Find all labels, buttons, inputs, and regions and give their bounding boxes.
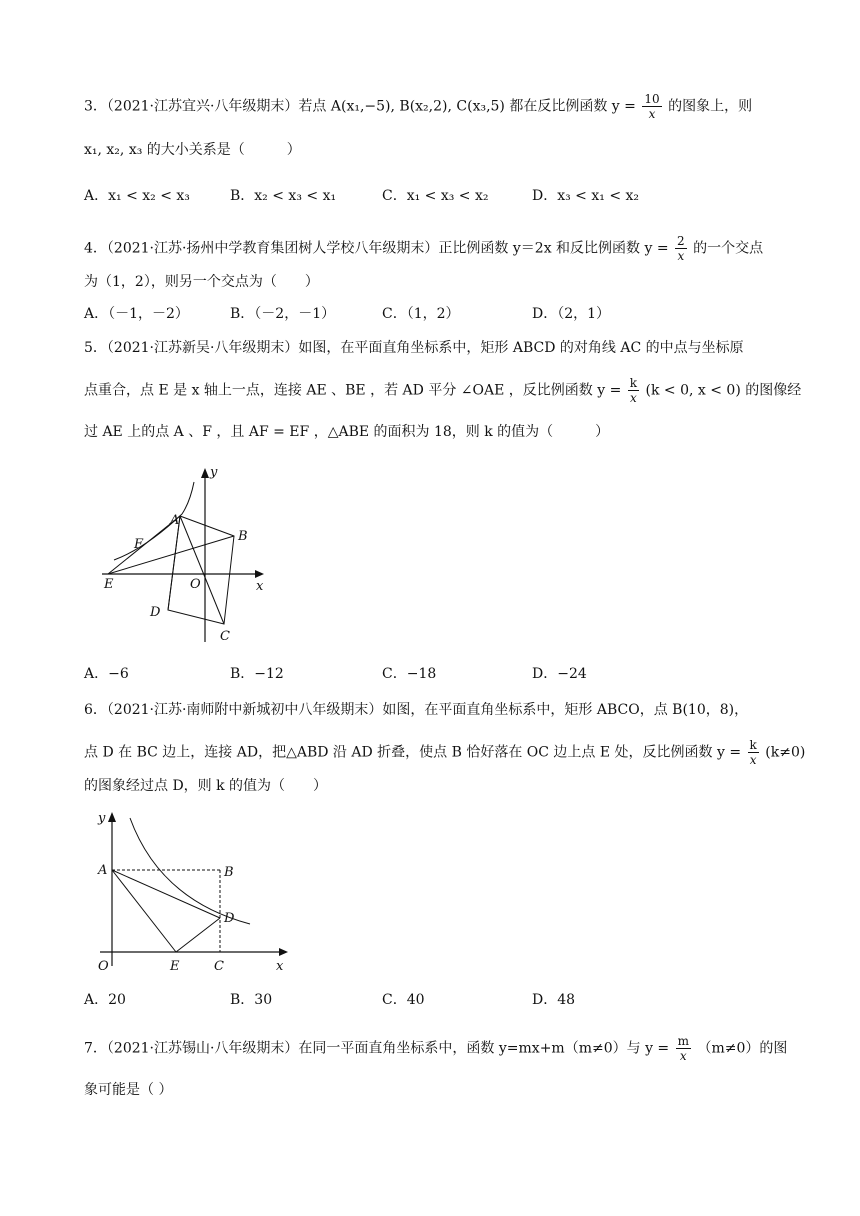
- q4-option-a[interactable]: A．（－1，－2）: [84, 306, 189, 322]
- q5-option-b[interactable]: B．−12: [230, 666, 284, 682]
- q5-segment-ac: [180, 516, 224, 624]
- q5-label-d: D: [150, 605, 161, 620]
- q5-options: [84, 664, 784, 684]
- q5-y-arrow: [201, 468, 209, 478]
- q6-x-arrow: [279, 948, 288, 956]
- q3-option-c[interactable]: C．x₁ < x₃ < x₂: [382, 188, 489, 204]
- q6-option-b[interactable]: B．30: [230, 992, 273, 1008]
- q6-label-x: x: [276, 959, 284, 974]
- q4-options: [84, 304, 784, 324]
- q6-option-d[interactable]: D．48: [532, 992, 576, 1008]
- q6-y-arrow: [108, 812, 116, 822]
- q6-label-d: D: [224, 911, 235, 926]
- q3-stem-line2: x₁, x₂, x₃ 的大小关系是（ ）: [84, 142, 301, 158]
- q5-stem-line1: 5．（2021·江苏新吴·八年级期末）如图，在平面直角坐标系中，矩形 ABCD 的对角线 AC 的中点与坐标原: [84, 340, 744, 356]
- q4-option-b[interactable]: B．（－2，－1）: [230, 306, 336, 322]
- q5-option-a[interactable]: A．−6: [84, 666, 129, 682]
- q7-stem-line2: 象可能是（ ）: [84, 1082, 173, 1098]
- q6-label-c: C: [214, 959, 224, 974]
- q5-label-a: A: [170, 513, 180, 528]
- q6-stem-line2: 点 D 在 BC 边上，连接 AD，把△ABD 沿 AD 折叠，使点 B 恰好落在 OC 边上点 E 处，反比例函数 y = $\frac{k}{x}$ (k≠0): [84, 738, 806, 767]
- q6-label-a: A: [98, 863, 108, 878]
- q6-option-c[interactable]: C．40: [382, 992, 425, 1008]
- q5-label-f: F: [134, 537, 144, 552]
- q5-segment-be: [108, 536, 234, 574]
- q4-option-c[interactable]: C．（1，2）: [382, 306, 460, 322]
- q6-label-b: B: [224, 865, 234, 880]
- q7-fraction: $\frac{m}{x}$: [677, 1034, 689, 1063]
- q3-option-a[interactable]: A．x₁ < x₂ < x₃: [84, 188, 190, 204]
- q5-option-c[interactable]: C．−18: [382, 666, 437, 682]
- q5-label-y: y: [210, 465, 218, 480]
- q6-fraction: $\frac{k}{x}$: [749, 738, 757, 767]
- q5-figure: [98, 462, 278, 646]
- q6-options: [84, 990, 784, 1010]
- q5-stem-line3: 过 AE 上的点 A 、F ，且 AF = EF ，△ABE 的面积为 18，则 k 的值为（ ）: [84, 424, 610, 440]
- q6-figure: [90, 806, 300, 982]
- q6-segment-ae: [112, 870, 176, 952]
- q7-stem-line1: 7．（2021·江苏锡山·八年级期末）在同一平面直角坐标系中，函数 y=mx+m（m≠0）与 y = $\frac{m}{x}$ （m≠0）的图: [84, 1034, 788, 1063]
- q6-stem-line3: 的图象经过点 D，则 k 的值为（ ）: [84, 778, 328, 794]
- q6-segment-ed: [176, 918, 220, 952]
- q6-label-e: E: [170, 959, 180, 974]
- q3-option-d[interactable]: D．x₃ < x₁ < x₂: [532, 188, 640, 204]
- q6-stem-line1: 6．（2021·江苏·南师附中新城初中八年级期末）如图，在平面直角坐标系中，矩形 ABCO，点 B(10，8)，: [84, 702, 749, 718]
- q5-label-c: C: [220, 629, 230, 644]
- q4-option-d[interactable]: D．（2，1）: [532, 306, 611, 322]
- q5-option-d[interactable]: D．−24: [532, 666, 587, 682]
- q5-stem-line2: 点重合，点 E 是 x 轴上一点，连接 AE 、BE ，若 AD 平分 ∠OAE ，反比例函数 y = $\frac{k}{x}$ (k < 0, x < 0) 的图像经: [84, 376, 802, 405]
- q5-fraction: $\frac{k}{x}$: [629, 376, 638, 405]
- q5-label-o: O: [190, 577, 201, 592]
- q6-label-o: O: [98, 959, 109, 974]
- q3-option-b[interactable]: B．x₂ < x₃ < x₁: [230, 188, 337, 204]
- q5-label-e: E: [104, 577, 114, 592]
- q3-stem-line1: 3．（2021·江苏宜兴·八年级期末）若点 A(x₁,−5), B(x₂,2), C(x₃,5) 都在反比例函数 y = $\frac{10}{x}$ 的图象上，则: [84, 92, 753, 121]
- q5-label-b: B: [238, 529, 248, 544]
- q6-label-y: y: [98, 811, 106, 826]
- q3-options: [84, 186, 784, 206]
- q3-fraction: $\frac{10}{x}$: [644, 92, 660, 121]
- q5-x-arrow: [255, 570, 264, 578]
- q5-segment-ad: [168, 516, 180, 610]
- q4-stem-line2: 为（1，2），则另一个交点为（ ）: [84, 274, 319, 290]
- q5-label-x: x: [256, 579, 264, 594]
- q6-option-a[interactable]: A．20: [84, 992, 126, 1008]
- q4-fraction: $\frac{2}{x}$: [677, 234, 685, 263]
- q4-stem-line1: 4．（2021·江苏·扬州中学教育集团树人学校八年级期末）正比例函数 y＝2x 和反比例函数 y = $\frac{2}{x}$ 的一个交点: [84, 234, 764, 263]
